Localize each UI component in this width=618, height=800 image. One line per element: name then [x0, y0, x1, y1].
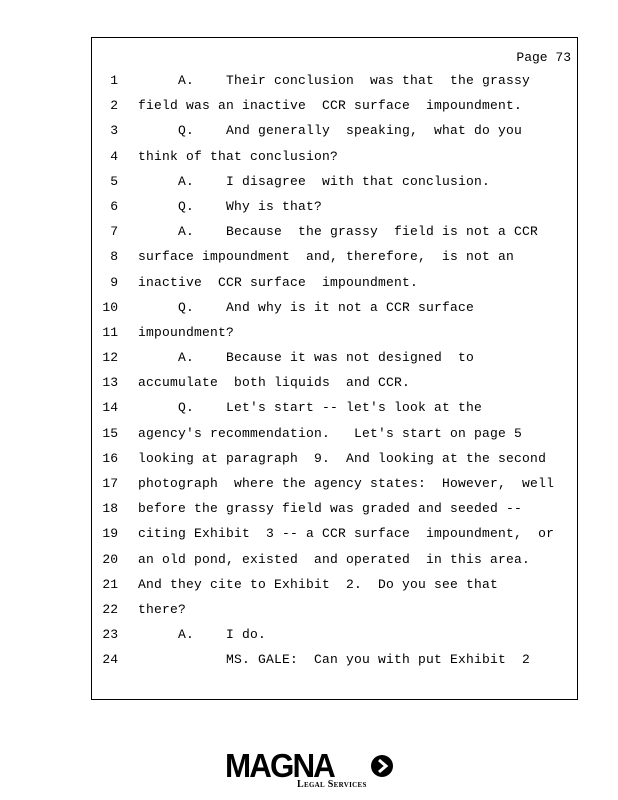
transcript-lines	[92, 71, 577, 676]
logo-subtitle: Legal Services	[297, 779, 367, 790]
transcript-line	[92, 524, 577, 549]
line-number: 14	[102, 400, 118, 416]
line-number: 22	[102, 601, 118, 617]
transcript-line	[92, 96, 577, 121]
transcript-line	[92, 222, 577, 247]
transcript-line	[92, 398, 577, 423]
transcript-line	[92, 600, 577, 625]
line-number: 8	[110, 249, 118, 265]
line-number: 1	[110, 73, 118, 88]
transcript-line	[92, 172, 577, 197]
transcript-line	[92, 449, 577, 474]
line-text: field was an inactive CCR surface impoundment.	[138, 98, 523, 114]
line-number: 17	[102, 476, 118, 491]
line-text: inactive CCR surface impoundment.	[138, 274, 419, 290]
line-number: 2	[110, 98, 118, 114]
transcript-line	[92, 550, 577, 575]
magna-logo	[225, 748, 395, 794]
line-text: there?	[138, 601, 187, 617]
transcript-line	[92, 499, 577, 524]
line-number: 5	[110, 173, 118, 189]
transcript-line	[92, 373, 577, 398]
arrow-circle-icon	[370, 754, 394, 778]
line-number: 3	[110, 123, 118, 139]
line-number: 21	[102, 576, 118, 592]
transcript-line	[92, 323, 577, 348]
transcript-line	[92, 625, 577, 650]
line-number: 24	[102, 652, 118, 668]
transcript-line	[92, 147, 577, 172]
transcript-line	[92, 424, 577, 449]
line-number: 19	[102, 526, 118, 542]
transcript-line	[92, 121, 577, 146]
transcript-line	[92, 247, 577, 272]
line-number: 16	[102, 450, 118, 466]
line-text: Q. Let's start -- let's look at the	[138, 400, 483, 416]
line-text: Q. And generally speaking, what do you	[138, 123, 523, 139]
line-text: A. I do.	[138, 627, 267, 643]
line-text: think of that conclusion?	[138, 148, 339, 164]
page-number: Page 73	[516, 50, 571, 65]
line-number: 20	[102, 551, 118, 567]
line-number: 6	[110, 198, 118, 214]
line-text: looking at paragraph 9. And looking at the second	[138, 450, 547, 466]
line-text: before the grassy field was graded and seeded --	[138, 501, 523, 517]
line-text: A. Their conclusion was that the grassy	[138, 73, 531, 88]
line-number: 10	[102, 299, 118, 315]
line-number: 7	[110, 224, 118, 240]
line-number: 12	[102, 350, 118, 366]
transcript-page	[91, 37, 578, 700]
line-text: citing Exhibit 3 -- a CCR surface impoundment, or	[138, 526, 555, 542]
line-number: 23	[102, 627, 118, 643]
logo-wordmark: MAGNA	[225, 747, 334, 784]
line-text: surface impoundment and, therefore, is not an	[138, 249, 515, 265]
line-text: an old pond, existed and operated in this area.	[138, 551, 531, 567]
line-text: And they cite to Exhibit 2. Do you see that	[138, 576, 499, 592]
line-text: photograph where the agency states: However, well	[138, 476, 555, 491]
line-text: MS. GALE: Can you with put Exhibit 2	[138, 652, 531, 668]
transcript-line	[92, 71, 577, 96]
line-text: Q. Why is that?	[138, 198, 323, 214]
line-text: impoundment?	[138, 324, 235, 340]
transcript-line	[92, 575, 577, 600]
line-number: 13	[102, 375, 118, 391]
line-text: A. Because it was not designed to	[138, 350, 475, 366]
line-number: 15	[102, 425, 118, 441]
transcript-line	[92, 273, 577, 298]
line-number: 18	[102, 501, 118, 517]
line-text: accumulate both liquids and CCR.	[138, 375, 411, 391]
line-text: A. Because the grassy field is not a CCR	[138, 224, 539, 240]
line-number: 9	[110, 274, 118, 290]
line-text: agency's recommendation. Let's start on page 5	[138, 425, 523, 441]
line-number: 11	[102, 324, 118, 340]
transcript-line	[92, 298, 577, 323]
transcript-line	[92, 197, 577, 222]
line-text: A. I disagree with that conclusion.	[138, 173, 491, 189]
line-text: Q. And why is it not a CCR surface	[138, 299, 475, 315]
transcript-line	[92, 474, 577, 499]
transcript-line	[92, 650, 577, 675]
line-number: 4	[110, 148, 118, 164]
transcript-line	[92, 348, 577, 373]
